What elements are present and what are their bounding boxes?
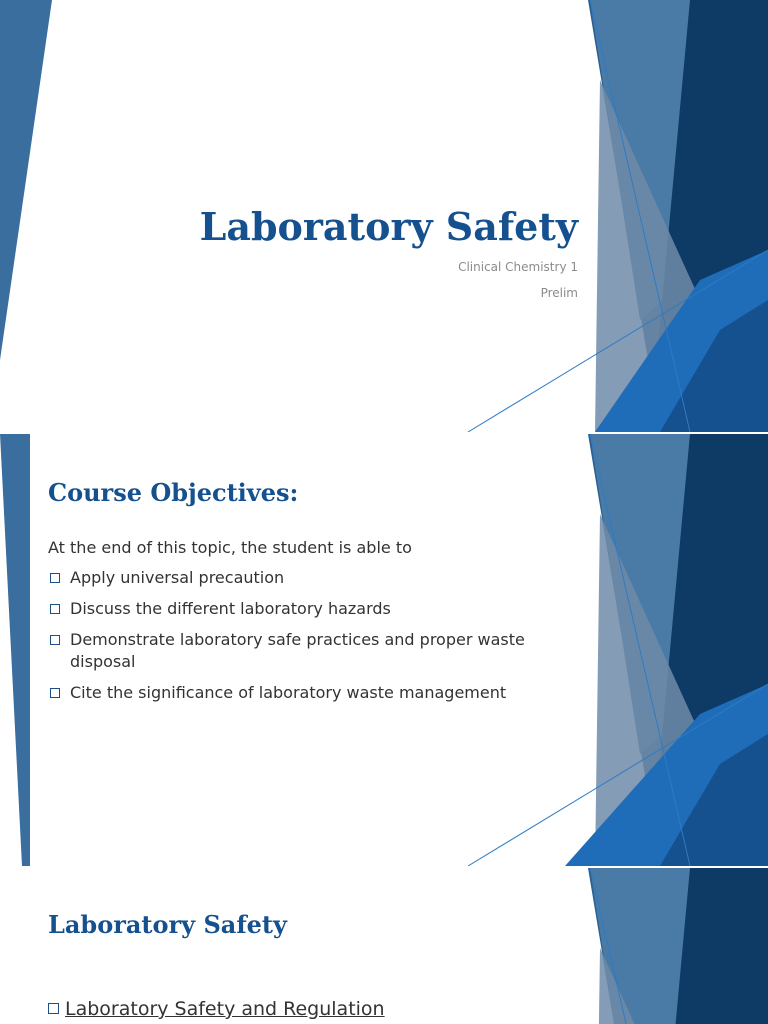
checkbox-bullet-icon	[50, 688, 60, 698]
objective-text: Demonstrate laboratory safe practices and proper waste disposal	[70, 630, 525, 671]
list-item	[48, 567, 568, 589]
term-subtitle: Prelim	[540, 286, 578, 300]
checkbox-bullet-icon	[50, 604, 60, 614]
title-slide	[0, 0, 768, 432]
list-item	[48, 682, 568, 704]
course-subtitle: Clinical Chemistry 1	[458, 260, 578, 274]
list-item	[48, 998, 385, 1020]
checkbox-bullet-icon	[50, 635, 60, 645]
objective-text: Apply universal precaution	[70, 568, 285, 587]
checkbox-bullet-icon	[48, 1003, 59, 1014]
safety-slide	[0, 868, 768, 1024]
list-item	[48, 598, 568, 620]
objective-text: Cite the significance of laboratory waste management	[70, 683, 507, 702]
presentation-title: Laboratory Safety	[199, 204, 578, 249]
objectives-slide	[0, 434, 768, 866]
safety-regulation-link[interactable]: Laboratory Safety and Regulation	[65, 998, 385, 1020]
safety-heading: Laboratory Safety	[48, 910, 287, 939]
list-item	[48, 629, 568, 673]
objective-text: Discuss the different laboratory hazards	[70, 599, 391, 618]
objectives-heading: Course Objectives:	[48, 478, 299, 507]
objectives-list	[48, 567, 568, 713]
objectives-intro: At the end of this topic, the student is able to	[48, 538, 412, 557]
checkbox-bullet-icon	[50, 573, 60, 583]
